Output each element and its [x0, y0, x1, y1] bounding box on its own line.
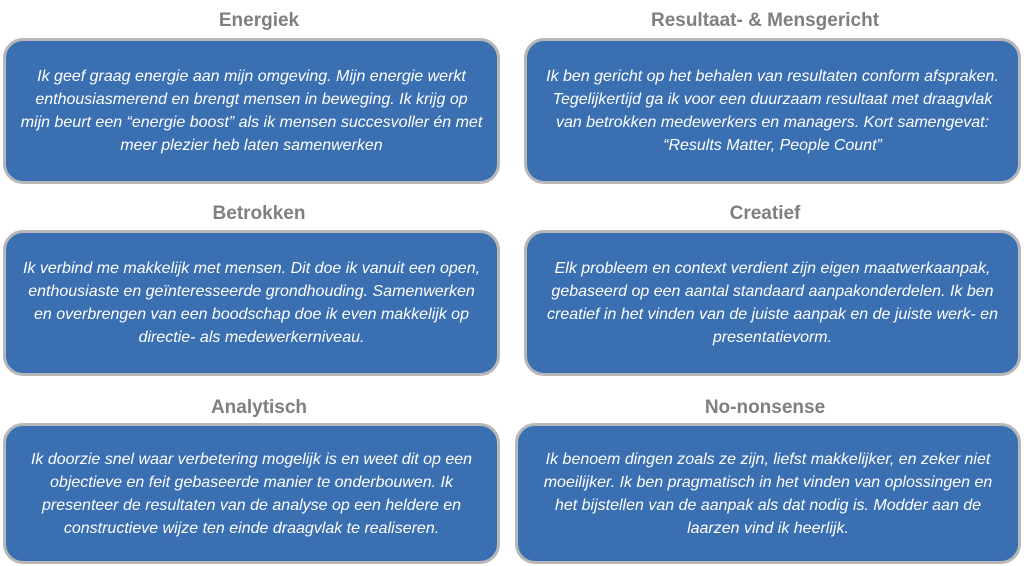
heading-creatief: Creatief: [729, 203, 801, 224]
heading-analytisch: Analytisch: [210, 397, 308, 418]
heading-resultaat-mensgericht: Resultaat- & Mensgericht: [650, 10, 880, 31]
card-betrokken-text: Ik verbind me makkelijk met mensen. Dit doe ik vanuit een open, enthousiaste en geïnteresseerde grondhouding. Samenwerken en overbrengen van een boodschap doe ik even makkelijk op directie- als medewerkerniveau.: [22, 260, 481, 346]
heading-energiek: Energiek: [218, 10, 300, 31]
card-no-nonsense-text: Ik benoem dingen zoals ze zijn, liefst makkelijker, en zeker niet moeilijker. Ik ben pragmatisch in het vinden van oplossingen en het bijstellen van de aanpak als dat nodig is. Modder aan de laarzen vind ik heerlijk.: [543, 450, 993, 537]
card-betrokken: [3, 230, 500, 376]
card-energiek-text: Ik geef graag energie aan mijn omgeving. Mijn energie werkt enthousiasmerend en brengt mensen in beweging. Ik krijg op mijn beurt een “energie boost” als ik mensen succesvoller én met meer plezier heb laten samenwerken: [20, 68, 483, 154]
card-resultaat-mensgericht: [524, 38, 1021, 184]
heading-no-nonsense: No-nonsense: [704, 397, 826, 418]
card-creatief: [524, 230, 1021, 376]
heading-betrokken: Betrokken: [212, 203, 306, 224]
card-creatief-text: Elk probleem en context verdient zijn eigen maatwerkaanpak, gebaseerd op een aantal standaard aanpakonderdelen. Ik ben creatief in het vinden van de juiste aanpak en de juiste werk- en presentatievorm.: [547, 260, 998, 346]
card-resultaat-mensgericht-text: Ik ben gericht op het behalen van resultaten conform afspraken. Tegelijkertijd ga ik voor een duurzaam resultaat met draagvlak van betrokken medewerkers en managers. Kort samengevat: “Results Matter, People Count”: [546, 68, 999, 154]
card-analytisch: [3, 423, 500, 564]
card-analytisch-text: Ik doorzie snel waar verbetering mogelijk is en weet dit op een objectieve en feit gebaseerde manier te onderbouwen. Ik presenteer de resultaten van de analyse op een heldere en constructieve wijze ten einde draagvlak te realiseren.: [30, 450, 473, 537]
card-energiek: [3, 38, 500, 184]
card-no-nonsense: [515, 423, 1021, 564]
